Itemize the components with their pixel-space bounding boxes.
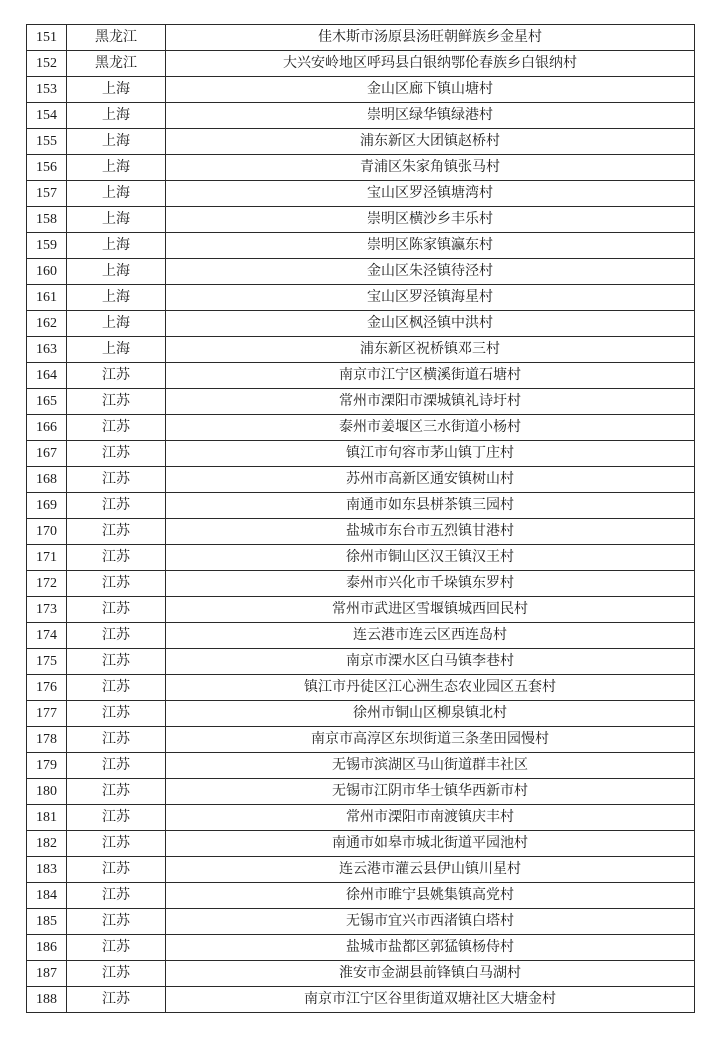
province-cell: 黑龙江 (67, 25, 166, 51)
table-row (27, 805, 695, 831)
table-row (27, 285, 695, 311)
village-name-cell: 无锡市滨湖区马山街道群丰社区 (166, 753, 695, 779)
province-cell: 江苏 (67, 831, 166, 857)
village-name-cell: 苏州市高新区通安镇树山村 (166, 467, 695, 493)
table-row (27, 519, 695, 545)
village-name-cell: 浦东新区祝桥镇邓三村 (166, 337, 695, 363)
province-cell: 江苏 (67, 415, 166, 441)
province-cell: 上海 (67, 285, 166, 311)
province-cell: 上海 (67, 129, 166, 155)
province-cell: 江苏 (67, 805, 166, 831)
province-cell: 江苏 (67, 883, 166, 909)
village-name-cell: 盐城市盐都区郭猛镇杨侍村 (166, 935, 695, 961)
table-row (27, 571, 695, 597)
row-number-cell: 166 (27, 415, 67, 441)
village-name-cell: 无锡市宜兴市西渚镇白塔村 (166, 909, 695, 935)
row-number-cell: 182 (27, 831, 67, 857)
table-row (27, 701, 695, 727)
row-number-cell: 163 (27, 337, 67, 363)
table-row (27, 441, 695, 467)
village-name-cell: 崇明区陈家镇瀛东村 (166, 233, 695, 259)
row-number-cell: 153 (27, 77, 67, 103)
row-number-cell: 185 (27, 909, 67, 935)
row-number-cell: 171 (27, 545, 67, 571)
province-cell: 江苏 (67, 753, 166, 779)
province-cell: 江苏 (67, 623, 166, 649)
province-cell: 江苏 (67, 935, 166, 961)
table-row (27, 753, 695, 779)
row-number-cell: 168 (27, 467, 67, 493)
province-cell: 上海 (67, 311, 166, 337)
row-number-cell: 173 (27, 597, 67, 623)
row-number-cell: 156 (27, 155, 67, 181)
village-name-cell: 连云港市连云区西连岛村 (166, 623, 695, 649)
table-row (27, 857, 695, 883)
table-row (27, 181, 695, 207)
village-name-cell: 佳木斯市汤原县汤旺朝鲜族乡金星村 (166, 25, 695, 51)
row-number-cell: 188 (27, 987, 67, 1013)
table-body (27, 25, 695, 1013)
row-number-cell: 154 (27, 103, 67, 129)
village-name-cell: 崇明区横沙乡丰乐村 (166, 207, 695, 233)
row-number-cell: 183 (27, 857, 67, 883)
province-cell: 上海 (67, 337, 166, 363)
village-name-cell: 徐州市睢宁县姚集镇高党村 (166, 883, 695, 909)
table-row (27, 51, 695, 77)
row-number-cell: 159 (27, 233, 67, 259)
village-name-cell: 南京市溧水区白马镇李巷村 (166, 649, 695, 675)
table-row (27, 103, 695, 129)
row-number-cell: 162 (27, 311, 67, 337)
table-row (27, 883, 695, 909)
province-cell: 江苏 (67, 467, 166, 493)
row-number-cell: 169 (27, 493, 67, 519)
table-row (27, 597, 695, 623)
village-name-cell: 镇江市丹徒区江心洲生态农业园区五套村 (166, 675, 695, 701)
village-name-cell: 镇江市句容市茅山镇丁庄村 (166, 441, 695, 467)
village-name-cell: 南京市江宁区谷里街道双塘社区大塘金村 (166, 987, 695, 1013)
province-cell: 江苏 (67, 649, 166, 675)
row-number-cell: 186 (27, 935, 67, 961)
village-name-cell: 金山区枫泾镇中洪村 (166, 311, 695, 337)
table-row (27, 25, 695, 51)
row-number-cell: 180 (27, 779, 67, 805)
table-row (27, 129, 695, 155)
village-name-cell: 泰州市姜堰区三水街道小杨村 (166, 415, 695, 441)
village-name-cell: 淮安市金湖县前锋镇白马湖村 (166, 961, 695, 987)
province-cell: 上海 (67, 77, 166, 103)
village-name-cell: 宝山区罗泾镇塘湾村 (166, 181, 695, 207)
village-name-cell: 南京市高淳区东坝街道三条垄田园慢村 (166, 727, 695, 753)
row-number-cell: 170 (27, 519, 67, 545)
table-row (27, 831, 695, 857)
province-cell: 上海 (67, 259, 166, 285)
village-name-cell: 南京市江宁区横溪街道石塘村 (166, 363, 695, 389)
table-row (27, 207, 695, 233)
province-cell: 江苏 (67, 857, 166, 883)
row-number-cell: 187 (27, 961, 67, 987)
province-cell: 江苏 (67, 727, 166, 753)
province-cell: 江苏 (67, 441, 166, 467)
table-row (27, 337, 695, 363)
table-row (27, 623, 695, 649)
village-name-cell: 常州市溧阳市南渡镇庆丰村 (166, 805, 695, 831)
province-cell: 江苏 (67, 987, 166, 1013)
province-cell: 上海 (67, 233, 166, 259)
table-row (27, 909, 695, 935)
village-name-cell: 南通市如东县栟茶镇三园村 (166, 493, 695, 519)
table-row (27, 961, 695, 987)
row-number-cell: 172 (27, 571, 67, 597)
row-number-cell: 176 (27, 675, 67, 701)
table-row (27, 233, 695, 259)
table-row (27, 467, 695, 493)
row-number-cell: 157 (27, 181, 67, 207)
row-number-cell: 155 (27, 129, 67, 155)
row-number-cell: 167 (27, 441, 67, 467)
province-cell: 江苏 (67, 545, 166, 571)
row-number-cell: 165 (27, 389, 67, 415)
table-row (27, 987, 695, 1013)
row-number-cell: 164 (27, 363, 67, 389)
province-cell: 江苏 (67, 701, 166, 727)
village-name-cell: 大兴安岭地区呼玛县白银纳鄂伦春族乡白银纳村 (166, 51, 695, 77)
table-row (27, 77, 695, 103)
table-row (27, 389, 695, 415)
village-list-table (26, 24, 695, 1013)
table-row (27, 493, 695, 519)
province-cell: 上海 (67, 103, 166, 129)
village-name-cell: 宝山区罗泾镇海星村 (166, 285, 695, 311)
row-number-cell: 184 (27, 883, 67, 909)
row-number-cell: 152 (27, 51, 67, 77)
province-cell: 江苏 (67, 493, 166, 519)
province-cell: 上海 (67, 207, 166, 233)
row-number-cell: 175 (27, 649, 67, 675)
province-cell: 上海 (67, 181, 166, 207)
village-name-cell: 连云港市灌云县伊山镇川星村 (166, 857, 695, 883)
row-number-cell: 178 (27, 727, 67, 753)
row-number-cell: 151 (27, 25, 67, 51)
table-row (27, 649, 695, 675)
row-number-cell: 160 (27, 259, 67, 285)
row-number-cell: 181 (27, 805, 67, 831)
province-cell: 江苏 (67, 571, 166, 597)
province-cell: 上海 (67, 155, 166, 181)
row-number-cell: 179 (27, 753, 67, 779)
province-cell: 黑龙江 (67, 51, 166, 77)
village-name-cell: 崇明区绿华镇绿港村 (166, 103, 695, 129)
village-name-cell: 泰州市兴化市千垛镇东罗村 (166, 571, 695, 597)
table-row (27, 155, 695, 181)
village-name-cell: 盐城市东台市五烈镇甘港村 (166, 519, 695, 545)
row-number-cell: 158 (27, 207, 67, 233)
province-cell: 江苏 (67, 597, 166, 623)
table-row (27, 675, 695, 701)
village-name-cell: 徐州市铜山区柳泉镇北村 (166, 701, 695, 727)
village-name-cell: 南通市如皋市城北街道平园池村 (166, 831, 695, 857)
row-number-cell: 161 (27, 285, 67, 311)
row-number-cell: 177 (27, 701, 67, 727)
table-row (27, 415, 695, 441)
province-cell: 江苏 (67, 519, 166, 545)
table-row (27, 727, 695, 753)
village-name-cell: 常州市溧阳市溧城镇礼诗圩村 (166, 389, 695, 415)
province-cell: 江苏 (67, 675, 166, 701)
village-name-cell: 青浦区朱家角镇张马村 (166, 155, 695, 181)
table-row (27, 545, 695, 571)
province-cell: 江苏 (67, 909, 166, 935)
village-name-cell: 金山区朱泾镇待泾村 (166, 259, 695, 285)
village-name-cell: 无锡市江阴市华士镇华西新市村 (166, 779, 695, 805)
table-row (27, 935, 695, 961)
table-row (27, 311, 695, 337)
table-row (27, 259, 695, 285)
row-number-cell: 174 (27, 623, 67, 649)
village-name-cell: 常州市武进区雪堰镇城西回民村 (166, 597, 695, 623)
village-name-cell: 徐州市铜山区汉王镇汉王村 (166, 545, 695, 571)
table-row (27, 779, 695, 805)
table-row (27, 363, 695, 389)
province-cell: 江苏 (67, 363, 166, 389)
province-cell: 江苏 (67, 961, 166, 987)
village-name-cell: 金山区廊下镇山塘村 (166, 77, 695, 103)
province-cell: 江苏 (67, 779, 166, 805)
village-name-cell: 浦东新区大团镇赵桥村 (166, 129, 695, 155)
province-cell: 江苏 (67, 389, 166, 415)
